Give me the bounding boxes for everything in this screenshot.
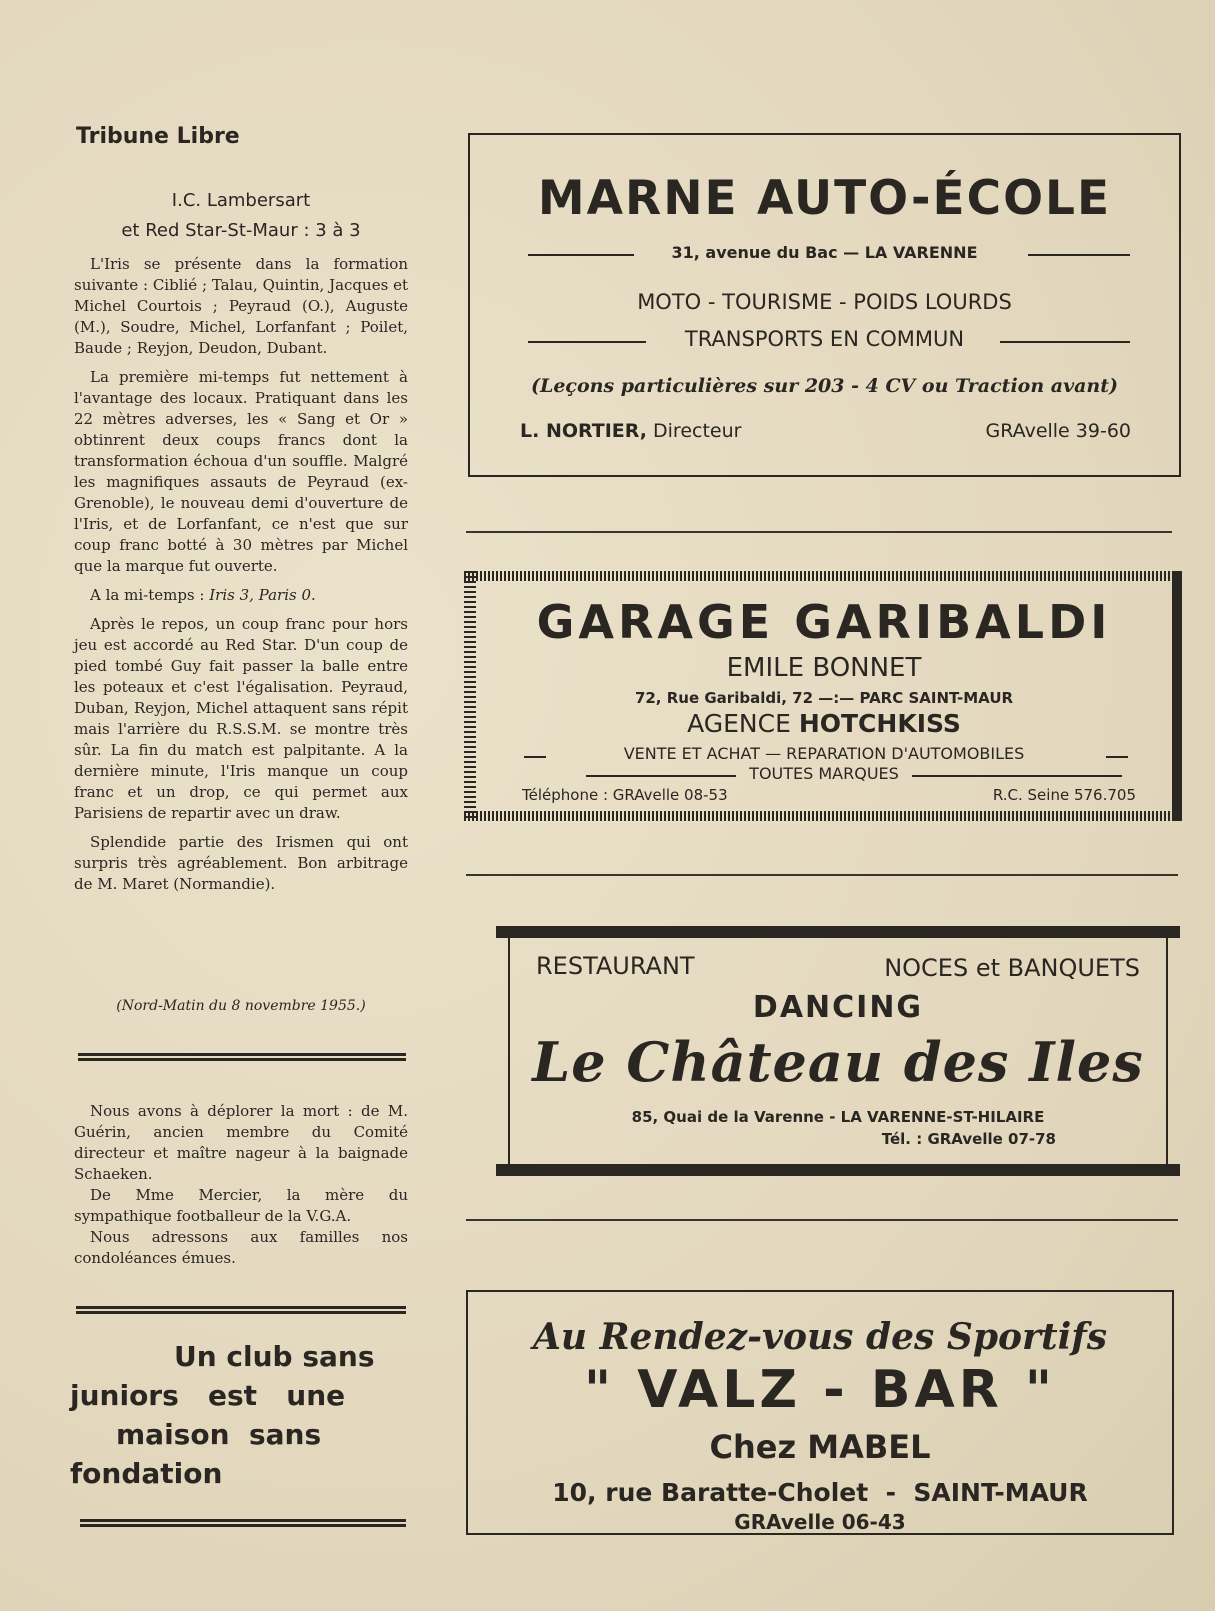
match-report <box>74 254 408 903</box>
ad-tagline: Au Rendez-vous des Sportifs <box>532 1316 1108 1358</box>
agency-brand: HOTCHKISS <box>798 709 961 738</box>
ad-owner: Chez MABEL <box>709 1428 931 1466</box>
ad-address: 31, avenue du Bac — LA VARENNE <box>671 243 978 262</box>
ad-phone: GRAvelle 06-43 <box>734 1510 906 1534</box>
ad-services: TRANSPORTS EN COMMUN <box>684 327 965 351</box>
separator <box>466 1219 1178 1221</box>
ad-phone: Téléphone : GRAvelle 08-53 <box>522 786 728 804</box>
ad-address: 85, Quai de la Varenne - LA VARENNE-ST-HILAIRE <box>631 1108 1045 1126</box>
halftime-paragraph <box>74 585 408 606</box>
match-title-line2: et Red Star-St-Maur : 3 à 3 <box>121 220 361 241</box>
slogan-line: fondation <box>70 1457 223 1490</box>
ad-restaurant <box>508 938 1168 1164</box>
halftime-label: A la mi-temps : <box>90 586 210 604</box>
divider <box>76 1306 406 1314</box>
agency-label: AGENCE <box>687 709 799 738</box>
ad-address: 10, rue Baratte-Cholet - SAINT-MAUR <box>552 1478 1088 1507</box>
ad-phone: GRAvelle 39-60 <box>985 420 1131 442</box>
ad-auto-ecole <box>468 133 1181 477</box>
ad-title: Le Château des Iles <box>532 1030 1144 1094</box>
ad-title: MARNE AUTO-ÉCOLE <box>537 171 1112 226</box>
obituary-line: Nous avons à déplorer la mort : de M. Guérin, ancien membre du Comité directeur et maître nageur à la baignade Schaeken. <box>74 1102 408 1183</box>
first-half-paragraph: La première mi-temps fut nettement à l'avantage des locaux. Pratiquant dans les 22 mètres adverses, les « Sang et Or » obtinrent deux coups francs dont la transformation échoua d'un souffle. Malgré les magnifiques assauts de Peyraud (ex-Grenoble), le nouveau demi d'ouverture de l'Iris, et de Lorfanfant, ce n'est que sur coup franc botté à 30 mètres par Michel que la marque fut ouverte. <box>74 368 408 575</box>
border-bottom <box>496 1164 1180 1176</box>
ad-garage <box>464 571 1184 821</box>
ad-title: GARAGE GARIBALDI <box>536 595 1112 649</box>
ad-title: " VALZ - BAR " <box>584 1360 1056 1420</box>
obituary-line: De Mme Mercier, la mère du sympathique footballeur de la V.G.A. <box>74 1186 408 1225</box>
border-bottom <box>464 811 1184 821</box>
director-title: Directeur <box>646 420 742 442</box>
divider <box>80 1519 406 1527</box>
ad-agency <box>464 709 1184 738</box>
ad-dancing: DANCING <box>752 990 924 1025</box>
ad-address: 72, Rue Garibaldi, 72 —:— PARC SAINT-MAUR <box>634 689 1014 707</box>
rule <box>1028 254 1130 256</box>
ad-services: MOTO - TOURISME - POIDS LOURDS <box>637 290 1012 314</box>
director-name: L. NORTIER, <box>520 420 647 442</box>
rule <box>1000 341 1130 343</box>
obituary <box>74 1101 408 1277</box>
slogan <box>70 1337 408 1493</box>
slogan-line: juniors est une <box>70 1379 346 1412</box>
ad-lessons: (Leçons particulières sur 203 - 4 CV ou Traction avant) <box>530 375 1119 397</box>
separator <box>466 874 1178 876</box>
ad-registration: R.C. Seine 576.705 <box>992 786 1136 804</box>
slogan-line: maison sans <box>116 1418 322 1451</box>
ad-phone: Tél. : GRAvelle 07-78 <box>881 1130 1056 1148</box>
lineup-paragraph: L'Iris se présente dans la formation suivante : Ciblié ; Talau, Quintin, Jacques et Michel Courtois ; Peyraud (O.), Auguste (M.), Soudre, Michel, Lorfanfant ; Poilet, Baude ; Reyjon, Deudon, Dubant. <box>74 255 408 357</box>
separator <box>466 531 1172 533</box>
ad-director <box>520 420 741 442</box>
ad-services: VENTE ET ACHAT — REPARATION D'AUTOMOBILES <box>623 744 1025 763</box>
halftime-score: Iris 3, Paris 0. <box>209 586 316 604</box>
rule <box>912 775 1122 777</box>
ad-owner: EMILE BONNET <box>726 653 922 683</box>
ad-brands: TOUTES MARQUES <box>749 764 899 783</box>
border-top <box>464 571 1184 581</box>
obituary-line: Nous adressons aux familles nos condoléances émues. <box>74 1228 408 1267</box>
ad-banquet-label: NOCES et BANQUETS <box>884 954 1140 982</box>
ad-bar <box>466 1290 1174 1535</box>
second-half-paragraph: Après le repos, un coup franc pour hors jeu est accordé au Red Star. D'un coup de pied tombé Guy fait passer la balle entre les poteaux et c'est l'égalisation. Peyraud, Duban, Reyjon, Michel attaquent sans répit mais l'arrière du R.S.S.M. se montre très sûr. La fin du match est palpitante. A la dernière minute, l'Iris manque un coup franc et un drop, ce qui permet aux Parisiens de repartir avec un draw. <box>74 615 408 822</box>
section-title: Tribune Libre <box>76 124 240 149</box>
rule <box>1106 756 1128 758</box>
article-source: (Nord-Matin du 8 novembre 1955.) <box>116 998 366 1014</box>
divider <box>78 1053 406 1061</box>
ad-restaurant-label: RESTAURANT <box>536 952 695 980</box>
slogan-line: Un club sans <box>174 1340 375 1373</box>
conclusion-paragraph: Splendide partie des Irismen qui ont surpris très agréablement. Bon arbitrage de M. Maret (Normandie). <box>74 833 408 893</box>
match-title-line1: I.C. Lambersart <box>171 190 311 211</box>
border-top <box>496 926 1180 938</box>
